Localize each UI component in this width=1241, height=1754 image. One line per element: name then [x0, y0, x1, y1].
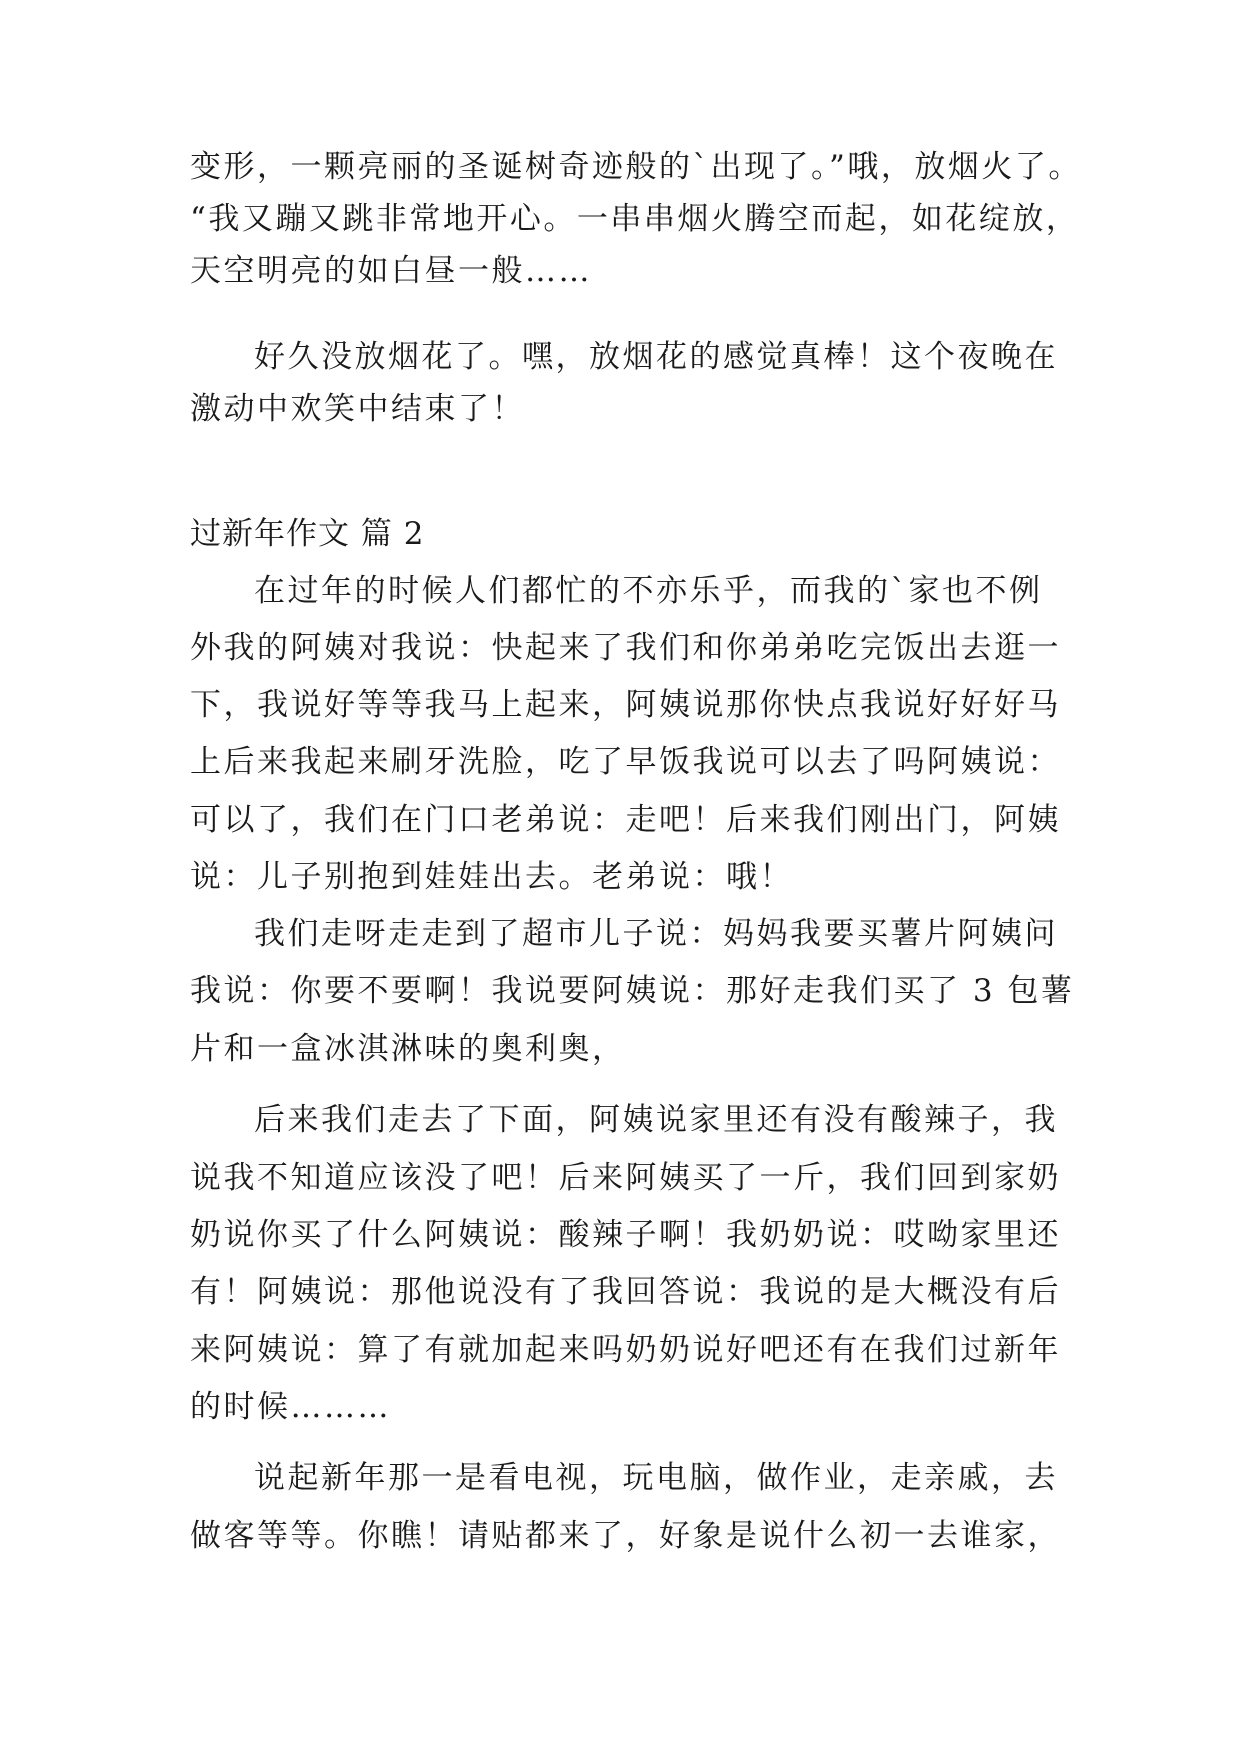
body-text-line: 后来我们走去了下面，阿姨说家里还有没有酸辣子，我	[254, 1102, 1058, 1138]
body-text-line: 奶说你买了什么阿姨说：酸辣子啊！我奶奶说：哎呦家里还	[190, 1217, 1061, 1253]
body-text-line: 的时候………	[190, 1389, 391, 1425]
body-text-line: 我们走呀走走到了超市儿子说：妈妈我要买薯片阿姨问	[254, 916, 1058, 952]
section-heading: 过新年作文 篇 2	[190, 516, 425, 552]
body-text-line: 下，我说好等等我马上起来，阿姨说那你快点我说好好好马	[190, 687, 1061, 723]
body-text-line: 片和一盒冰淇淋味的奥利奥，	[190, 1031, 626, 1067]
body-text-line: 天空明亮的如白昼一般……	[190, 253, 592, 289]
body-text-line: 激动中欢笑中结束了！	[190, 391, 525, 427]
body-text-line: 可以了，我们在门口老弟说：走吧！后来我们刚出门，阿姨	[190, 802, 1061, 838]
body-text-line: 有！阿姨说：那他说没有了我回答说：我说的是大概没有后	[190, 1274, 1061, 1310]
body-text-line: 做客等等。你瞧！请贴都来了，好象是说什么初一去谁家，	[190, 1518, 1061, 1554]
body-text-line: 在过年的时候人们都忙的不亦乐乎，而我的`家也不例	[254, 573, 1043, 609]
body-text-line: 好久没放烟花了。嘿，放烟花的感觉真棒！这个夜晚在	[254, 339, 1058, 375]
body-text-line: 说起新年那一是看电视，玩电脑，做作业，走亲戚，去	[254, 1460, 1058, 1496]
body-text-line: 我说：你要不要啊！我说要阿姨说：那好走我们买了 3 包薯	[190, 973, 1075, 1009]
body-text-line: 外我的阿姨对我说：快起来了我们和你弟弟吃完饭出去逛一	[190, 630, 1061, 666]
body-text-line: 说：儿子别抱到娃娃出去。老弟说：哦！	[190, 859, 793, 895]
body-text-line: 上后来我起来刷牙洗脸，吃了早饭我说可以去了吗阿姨说：	[190, 744, 1061, 780]
body-text-line: 变形，一颗亮丽的圣诞树奇迹般的`出现了。”哦，放烟火了。	[190, 149, 1082, 185]
body-text-line: 来阿姨说：算了有就加起来吗奶奶说好吧还有在我们过新年	[190, 1332, 1061, 1368]
body-text-line: 说我不知道应该没了吧！后来阿姨买了一斤，我们回到家奶	[190, 1160, 1061, 1196]
body-text-line: “我又蹦又跳非常地开心。一串串烟火腾空而起，如花绽放，	[190, 201, 1080, 237]
